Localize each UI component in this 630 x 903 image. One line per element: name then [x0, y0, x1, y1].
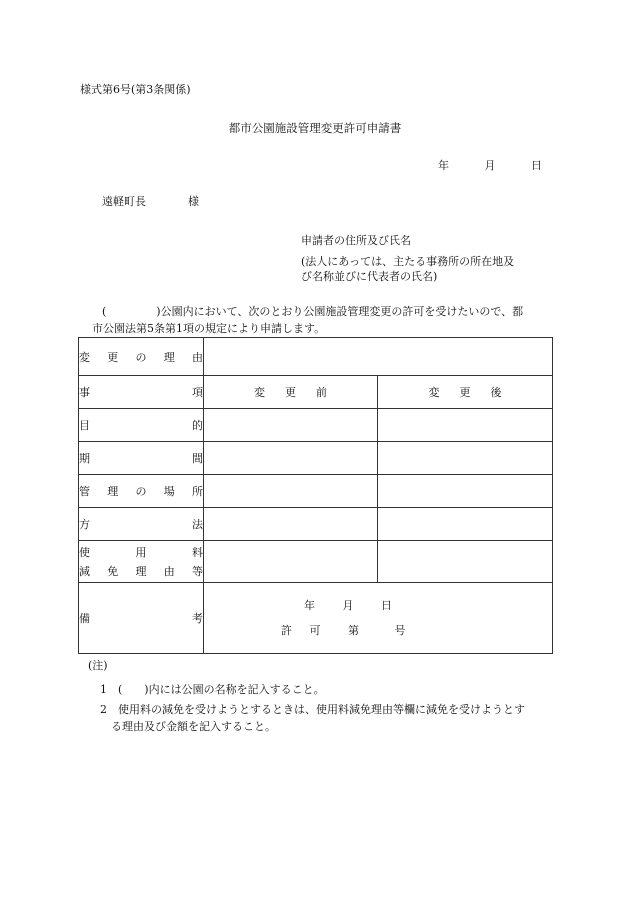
header-char: 後: [490, 386, 502, 399]
header-char: 更: [285, 386, 296, 399]
recipient-name: 遠軽町長: [102, 195, 146, 208]
form-number: 様式第6号(第3条関係): [80, 83, 191, 96]
label-char: 法: [192, 518, 203, 531]
place-before-value[interactable]: [204, 475, 378, 508]
note-2-number: 2: [100, 703, 107, 716]
place-after-value[interactable]: [378, 475, 553, 508]
label-char: 由: [192, 350, 203, 364]
after-header: [378, 376, 553, 409]
remarks-label: [79, 583, 204, 654]
label-char: 考: [192, 612, 203, 625]
header-char: 変: [428, 386, 440, 399]
label-char: 理: [107, 485, 119, 498]
label-char: 項: [192, 386, 203, 399]
applicant-note-line2: び名称並びに代表者の氏名): [301, 270, 438, 283]
row-purpose: [79, 409, 553, 442]
note-2: [100, 701, 525, 717]
remarks-permit-number: [281, 622, 406, 638]
application-table: [78, 337, 553, 654]
label-char: 目: [79, 419, 90, 432]
purpose-before-value[interactable]: [204, 409, 378, 442]
date-day: 日: [531, 159, 542, 172]
label-char: 由: [163, 565, 175, 578]
before-header: [204, 376, 378, 409]
label-char: の: [135, 485, 147, 498]
purpose-label: [79, 409, 204, 442]
fee-label: [79, 541, 204, 583]
permit-char: 第: [348, 624, 359, 637]
label-char: 理: [135, 565, 147, 578]
note-1-number: 1: [100, 683, 107, 696]
recipient-honorific: 様: [188, 195, 199, 208]
header-char: 前: [316, 386, 327, 399]
label-char: 事: [79, 386, 90, 399]
method-label: [79, 508, 204, 541]
period-after-value[interactable]: [378, 442, 553, 475]
remarks-year: 年: [304, 599, 315, 612]
label-char: 場: [163, 485, 175, 498]
header-char: 変: [254, 386, 265, 399]
reason-label: [79, 338, 204, 376]
date-month: 月: [484, 159, 496, 172]
period-label: [79, 442, 204, 475]
row-place: [79, 475, 553, 508]
row-fee: [79, 541, 553, 583]
row-remarks: [79, 583, 553, 654]
method-before-value[interactable]: [204, 508, 378, 541]
row-item-header: [79, 376, 553, 409]
label-char: 管: [79, 485, 90, 498]
note-1-text: )内には公園の名称を記入すること。: [144, 683, 325, 696]
label-char: 備: [79, 612, 90, 625]
applicant-label: 申請者の住所及び氏名: [301, 234, 411, 247]
intro-line1: [80, 303, 523, 319]
label-char: 所: [192, 485, 203, 498]
note-1-paren-left: (: [118, 683, 123, 696]
label-char: 使: [79, 546, 90, 559]
reason-value[interactable]: [204, 338, 553, 376]
item-label: [79, 376, 204, 409]
fee-before-value[interactable]: [204, 541, 378, 583]
row-period: [79, 442, 553, 475]
document-title: 都市公園施設管理変更許可申請書: [228, 121, 402, 135]
note-1: [100, 681, 325, 697]
notes-heading: (注): [88, 659, 108, 672]
permit-char: 許: [281, 624, 292, 637]
label-char: 減: [79, 565, 90, 578]
label-char: 用: [135, 546, 147, 559]
remarks-date: [304, 597, 392, 613]
date-line: [438, 157, 542, 173]
permit-char: 可: [309, 624, 321, 637]
note-2-text-line1: 使用料の減免を受けようとするときは、使用料減免理由等欄に減免を受けようとす: [118, 703, 525, 716]
label-char: 期: [79, 452, 90, 465]
label-char: 理: [163, 350, 175, 364]
permit-char: 号: [394, 624, 406, 637]
label-char: 料: [192, 546, 203, 559]
purpose-after-value[interactable]: [378, 409, 553, 442]
remarks-day: 日: [381, 599, 392, 612]
date-year: 年: [438, 159, 449, 172]
place-label: [79, 475, 204, 508]
row-method: [79, 508, 553, 541]
intro-line1-text: 公園内において、次のとおり公園施設管理変更の許可を受けたいので、都: [160, 305, 524, 318]
label-char: 的: [192, 419, 203, 432]
row-reason: [79, 338, 553, 376]
intro-line2: 市公園法第5条第1項の規定により申請します。: [92, 322, 326, 335]
label-char: 変: [79, 350, 90, 364]
header-char: 更: [459, 386, 471, 399]
recipient: [102, 193, 199, 209]
applicant-note-line1: (法人にあっては、主たる事務所の所在地及: [301, 255, 515, 268]
remarks-value[interactable]: [204, 583, 553, 654]
label-char: 方: [79, 518, 90, 531]
remarks-month: 月: [342, 599, 354, 612]
label-char: の: [135, 350, 147, 364]
period-before-value[interactable]: [204, 442, 378, 475]
label-char: 等: [192, 565, 203, 578]
method-after-value[interactable]: [378, 508, 553, 541]
park-name-paren-right: ): [156, 305, 161, 318]
label-char: 間: [192, 452, 203, 465]
fee-after-value[interactable]: [378, 541, 553, 583]
label-char: 免: [107, 565, 119, 578]
label-char: 更: [107, 350, 119, 364]
note-2-text-line2: る理由及び金額を記入すること。: [111, 720, 276, 733]
park-name-paren-left: (: [102, 305, 107, 318]
